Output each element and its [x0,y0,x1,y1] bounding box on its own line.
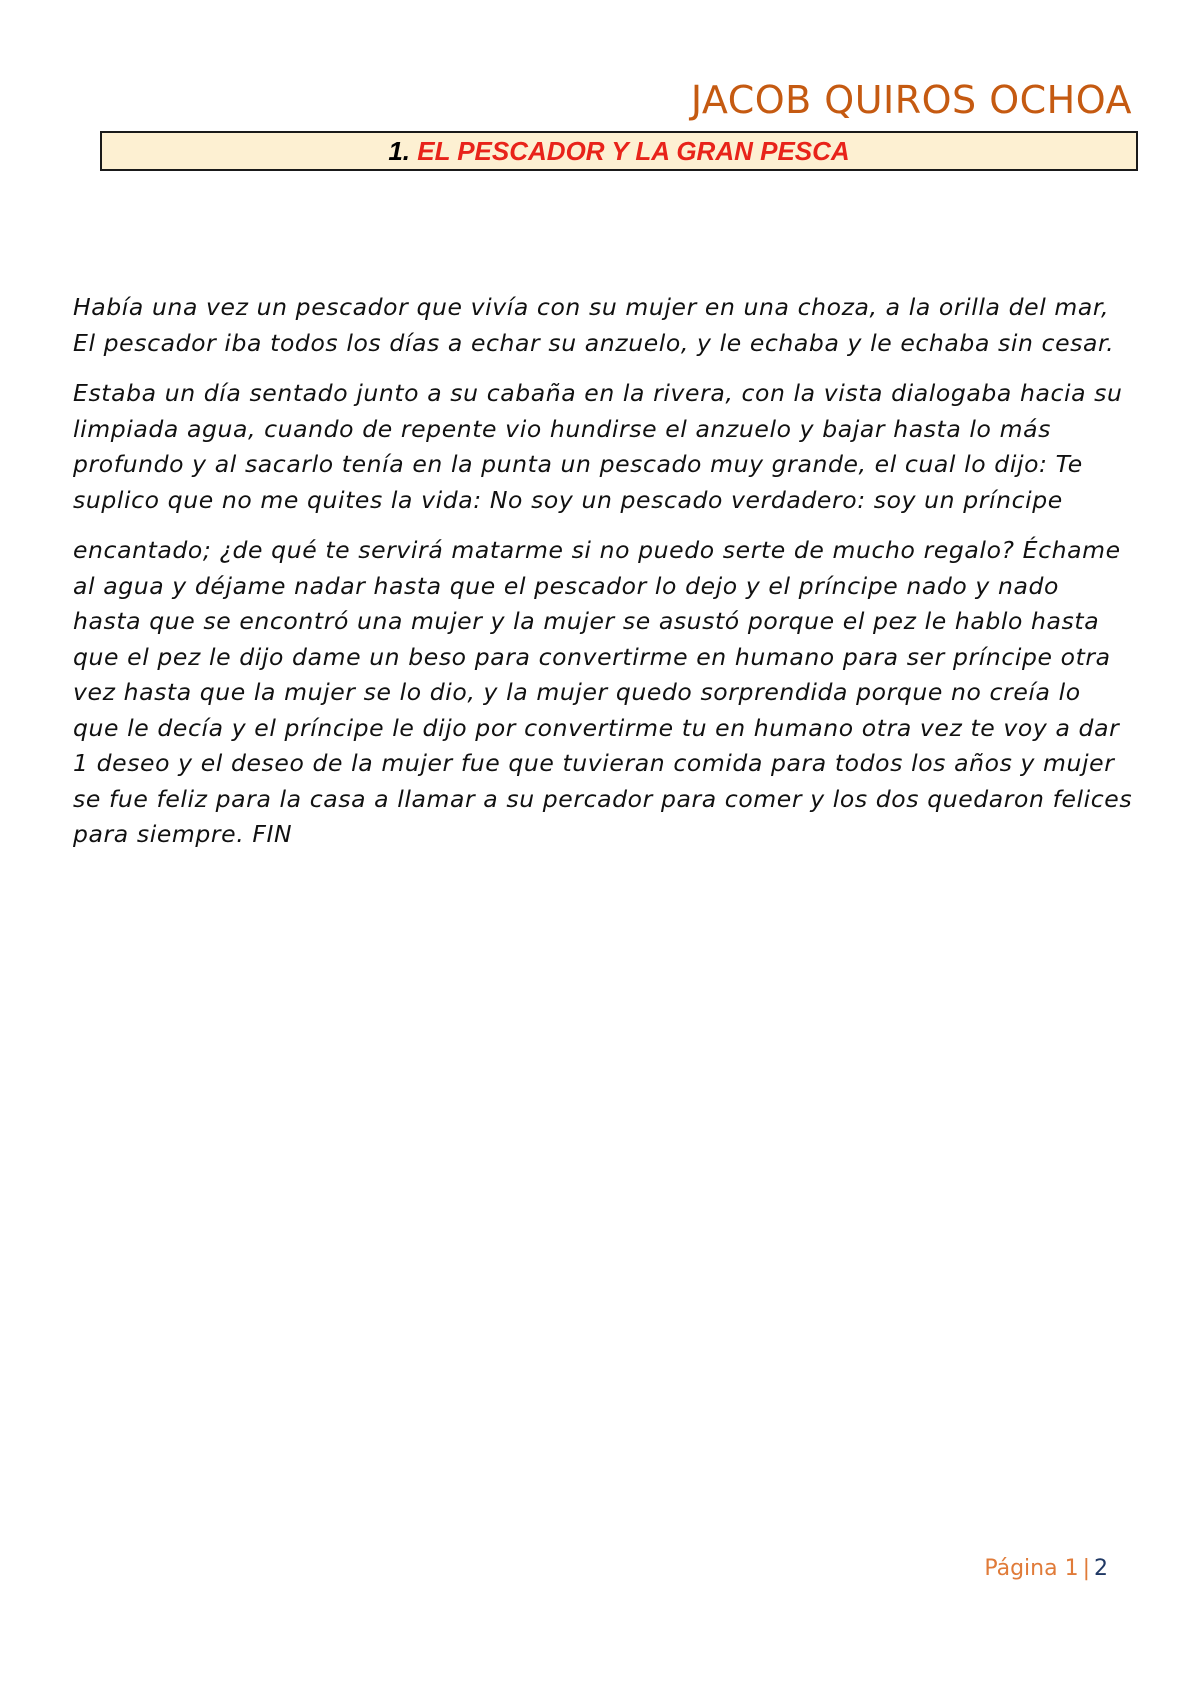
page-separator: | [1082,1556,1090,1581]
chapter-number: 1. [388,136,410,166]
page-number-label: Página 1 [984,1556,1079,1581]
paragraph-1: Había una vez un pescador que vivía con su mujer en una choza, a la orilla del mar, El pescador iba todos los días a echar su anzuelo, y le echaba y le echaba sin cesar. [73,293,1115,357]
page-total: 2 [1094,1556,1108,1581]
chapter-title: EL PESCADOR Y LA GRAN PESCA [417,136,850,166]
page-footer [984,1556,1108,1581]
header-author-name: JACOB QUIROS OCHOA [690,78,1132,122]
paragraph-2: Estaba un día sentado junto a su cabaña en la rivera, con la vista dialogaba hacia su limpiada agua, cuando de repente vio hundirse el anzuelo y bajar hasta lo más profundo y al sacarlo tenía en la punta un pescado muy grande, el cual lo dijo: Te suplico que no me quites la vida: No soy un pescado verdadero: soy un príncipe [73,379,1123,514]
chapter-title-box [100,131,1138,171]
paragraph-3: encantado; ¿de qué te servirá matarme si no puedo serte de mucho regalo? Échame al agua y déjame nadar hasta que el pescador lo dejo y el príncipe nado y nado hasta que se encontró una mujer y la mujer se asustó porque el pez le hablo hasta que el pez le dijo dame un beso para convertirme en humano para ser príncipe otra vez hasta que la mujer se lo dio, y la mujer quedo sorprendida porque no creía lo que le decía y el príncipe le dijo por convertirme tu en humano otra vez te voy a dar 1 deseo y el deseo de la mujer fue que tuvieran comida para todos los años y mujer se fue feliz para la casa a llamar a su percador para comer y los dos quedaron felices para siempre. FIN [73,536,1133,848]
story-body [73,290,1133,868]
